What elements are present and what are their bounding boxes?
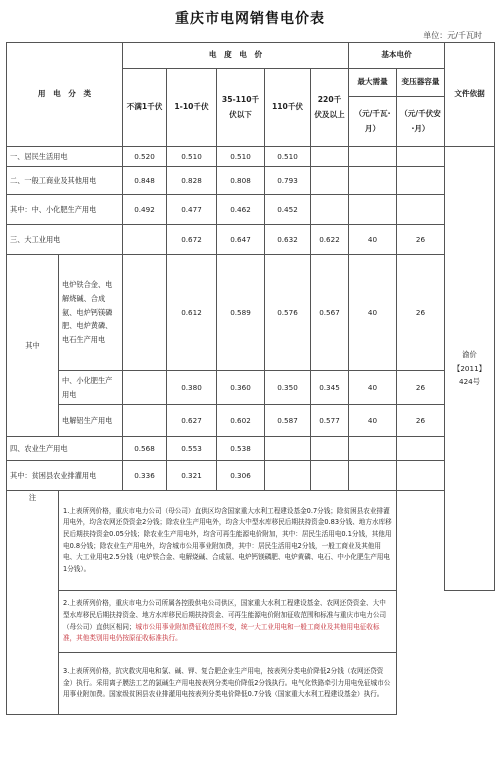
cell-transformer: 26 [397, 405, 445, 437]
header-energy-price: 电 度 电 价 [123, 43, 349, 69]
note-2 [59, 591, 397, 653]
row-poverty-irrigation [7, 461, 495, 491]
cell-v4: 0.576 [265, 255, 311, 371]
row-label: 中、小化肥生产用电 [59, 371, 123, 405]
cell-v3: 0.808 [217, 167, 265, 195]
row-label: 三、大工业用电 [7, 225, 123, 255]
cell-v5: 0.577 [311, 405, 349, 437]
header-v2: 1-10千伏 [167, 69, 217, 147]
row-label: 四、农业生产用电 [7, 437, 123, 461]
header-doc-basis: 文件依据 [445, 43, 495, 147]
header-max-demand-unit: （元/千瓦·月） [349, 97, 397, 147]
header-v1: 不满1千伏 [123, 69, 167, 147]
cell-v4: 0.350 [265, 371, 311, 405]
doc-basis-cell: 渝价【2011】424号 [445, 147, 495, 591]
cell-v1: 0.336 [123, 461, 167, 491]
cell-max-demand: 40 [349, 225, 397, 255]
row-sub-aluminum [7, 405, 495, 437]
unit-label: 单位：元/千瓦时 [423, 31, 482, 40]
row-label: 其中：中、小化肥生产用电 [7, 195, 123, 225]
header-v4: 110千伏 [265, 69, 311, 147]
header-transformer: 变压器容量 [397, 69, 445, 97]
cell-v2: 0.380 [167, 371, 217, 405]
cell-v5: 0.345 [311, 371, 349, 405]
cell-v1: 0.492 [123, 195, 167, 225]
cell-v2: 0.612 [167, 255, 217, 371]
cell-v2: 0.672 [167, 225, 217, 255]
cell-v4: 0.452 [265, 195, 311, 225]
cell-v2: 0.553 [167, 437, 217, 461]
header-max-demand: 最大需量 [349, 69, 397, 97]
row-industrial [7, 225, 495, 255]
note-3: 3.上表所列价格，抗灾救灾用电和氯、碱、钾、复合肥企业生产用电，按表列分类电价降低2分钱（农网还贷资金）执行。采用离子膜法工艺的氯碱生产用电按表列分类电价降低2分钱执行。电气化铁路牵引力用电免征城市公用事业附加费。国家级贫困县农业排灌用电按表列分类电价降低0.7分钱（国家重大水利工程建设基金）执行。 [59, 653, 397, 715]
cell-v5: 0.567 [311, 255, 349, 371]
note-2-highlight: 城市公用事业附加费征收范围不变，统一大工业用电和一般工商业及其他用电征收标准，其他类别用电仍按原征收标准执行。 [63, 622, 380, 643]
cell-v4: 0.587 [265, 405, 311, 437]
cell-v1: 0.848 [123, 167, 167, 195]
cell-transformer: 26 [397, 371, 445, 405]
header-row-1 [7, 43, 495, 69]
cell-v3: 0.538 [217, 437, 265, 461]
cell-v3: 0.360 [217, 371, 265, 405]
cell-max-demand: 40 [349, 371, 397, 405]
price-table [6, 42, 495, 715]
cell-v4: 0.793 [265, 167, 311, 195]
row-label: 一、居民生活用电 [7, 147, 123, 167]
header-v3: 35-110千伏以下 [217, 69, 265, 147]
cell-v2: 0.828 [167, 167, 217, 195]
cell-v2: 0.627 [167, 405, 217, 437]
cell-v1: 0.568 [123, 437, 167, 461]
cell-v3: 0.602 [217, 405, 265, 437]
note-2-text: 2.上表所列价格，重庆市电力公司所属各控股供电公司供区，国家重大水利工程建设基金、农网还贷资金、大中型水库移民后期扶持资金、地方水库移民后期扶持资金、可再生能源电价附加征收范围和标准与重庆市电力公司（母公司）直供区相同； [63, 599, 387, 631]
cell-v3: 0.589 [217, 255, 265, 371]
note-1: 1.上表所列价格，重庆市电力公司（母公司）直供区均含国家重大水利工程建设基金0.7分钱；除贫困县农业排灌用电外，均含农网还贷资金2分钱；除农业生产用电外，均含大中型水库移民后期扶持资金0.83分钱、地方水库移民后期扶持资金0.05分钱；除农业生产用电外，均含可再生能源电价附加，其中：居民生活用电0.1分钱，其他用电0.8分钱；除农业生产用电外，均含城市公用事业附加费，其中：居民生活用电2分钱，一般工商业及其他用电、大工业用电2.5分钱（电炉铁合金、电解烧碱、合成氨、电炉钙镁磷肥、电炉黄磷、电石、中小化肥生产用电1分钱）。 [59, 491, 397, 591]
header-transformer-unit: （元/千伏安·月） [397, 97, 445, 147]
note-row-2 [7, 591, 495, 653]
note-row-1 [7, 491, 495, 591]
row-label: 电炉铁合金、电解烧碱、合成氨、电炉钙镁磷肥、电炉黄磷、电石生产用电 [59, 255, 123, 371]
row-label: 电解铝生产用电 [59, 405, 123, 437]
cell-max-demand: 40 [349, 405, 397, 437]
cell-transformer: 26 [397, 255, 445, 371]
cell-max-demand: 40 [349, 255, 397, 371]
cell-v3: 0.462 [217, 195, 265, 225]
row-label: 其中：贫困县农业排灌用电 [7, 461, 123, 491]
cell-v3: 0.510 [217, 147, 265, 167]
cell-v1: 0.520 [123, 147, 167, 167]
row-sub-heavy [7, 255, 495, 371]
cell-v3: 0.306 [217, 461, 265, 491]
cell-transformer: 26 [397, 225, 445, 255]
notes-label: 注 [7, 491, 59, 715]
header-category: 用 电 分 类 [7, 43, 123, 147]
row-residential [7, 147, 495, 167]
cell-v4: 0.510 [265, 147, 311, 167]
note-row-3 [7, 653, 495, 715]
row-agriculture [7, 437, 495, 461]
row-label: 二、一般工商业及其他用电 [7, 167, 123, 195]
cell-v5: 0.622 [311, 225, 349, 255]
header-basic-price: 基本电价 [349, 43, 445, 69]
page-title: 重庆市电网销售电价表 [175, 11, 325, 27]
cell-v2: 0.510 [167, 147, 217, 167]
cell-v3: 0.647 [217, 225, 265, 255]
row-general [7, 167, 495, 195]
row-sub-fertilizer [7, 371, 495, 405]
header-v5: 220千伏及以上 [311, 69, 349, 147]
cell-v2: 0.321 [167, 461, 217, 491]
cell-v4: 0.632 [265, 225, 311, 255]
among-label: 其中 [7, 255, 59, 437]
cell-v2: 0.477 [167, 195, 217, 225]
row-fertilizer-small [7, 195, 495, 225]
